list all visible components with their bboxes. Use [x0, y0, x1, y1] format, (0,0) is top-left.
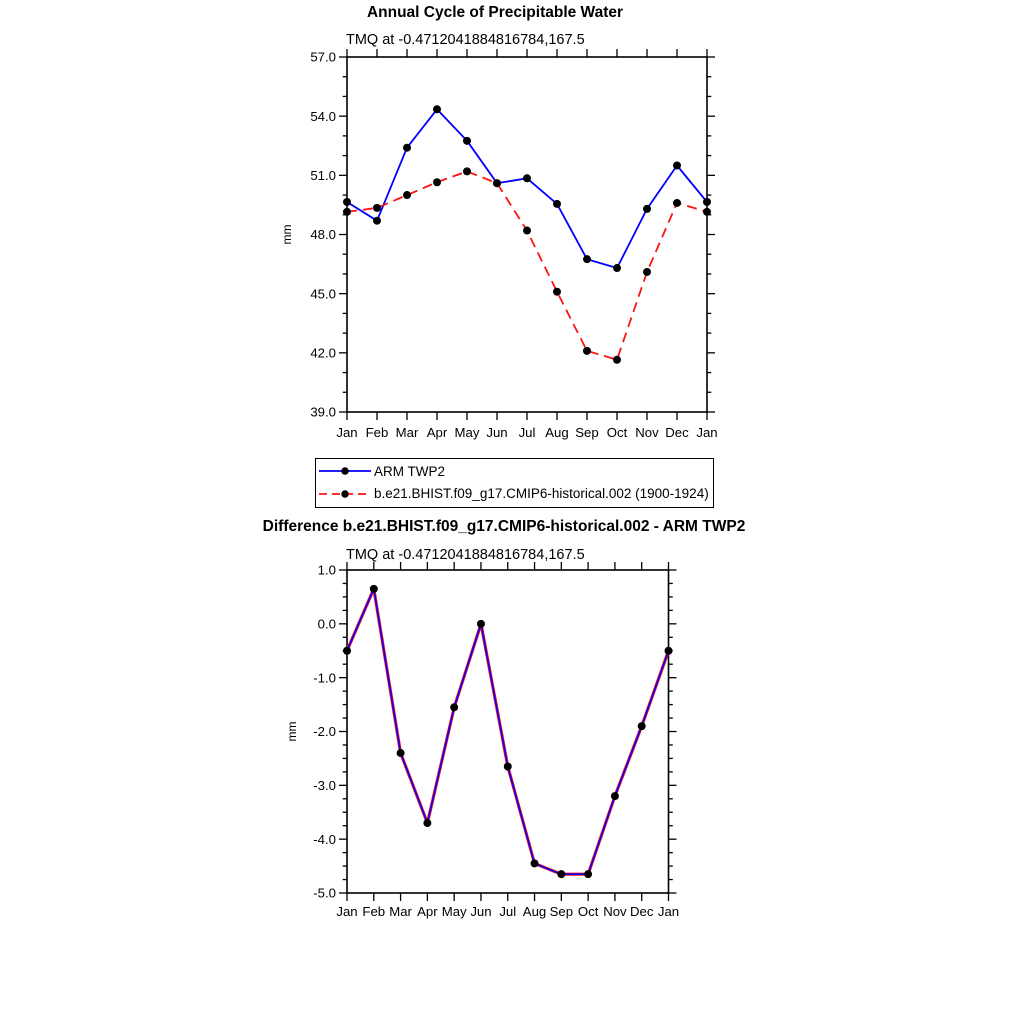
x-tick-label: Mar	[395, 425, 419, 440]
data-point-marker	[370, 585, 378, 593]
x-tick-label: Apr	[417, 904, 438, 919]
x-tick-label: Oct	[606, 425, 628, 440]
data-point-marker	[403, 144, 411, 152]
series-line	[347, 109, 707, 268]
legend-entry-model	[318, 483, 709, 506]
y-tick-label: 0.0	[317, 616, 336, 632]
x-tick-label: Oct	[577, 904, 599, 919]
data-point-marker	[433, 105, 441, 113]
data-point-marker	[584, 870, 592, 878]
y-tick-label: 1.0	[317, 562, 336, 578]
data-point-marker	[643, 205, 651, 213]
y-tick-label: 51.0	[310, 167, 336, 183]
y-axis-unit-label: mm	[280, 224, 294, 245]
legend-label-arm-twp2: ARM TWP2	[374, 463, 446, 479]
data-point-marker	[450, 703, 458, 711]
x-tick-label: Nov	[603, 904, 627, 919]
x-tick-label: Dec	[665, 425, 689, 440]
x-tick-label: Jun	[486, 425, 508, 440]
data-point-marker	[557, 870, 565, 878]
y-tick-label: -4.0	[313, 831, 336, 847]
y-tick-label: -3.0	[313, 777, 336, 793]
legend-line-sample-solid-icon	[318, 463, 372, 479]
data-point-marker	[433, 178, 441, 186]
data-point-marker	[523, 174, 531, 182]
x-tick-label: Jan	[336, 904, 358, 919]
data-point-marker	[373, 217, 381, 225]
x-tick-label: May	[454, 425, 480, 440]
y-tick-label: 42.0	[310, 345, 336, 361]
data-point-marker	[703, 198, 711, 206]
data-point-marker	[397, 749, 405, 757]
data-point-marker	[343, 208, 351, 216]
data-point-marker	[531, 859, 539, 867]
data-point-marker	[583, 255, 591, 263]
y-tick-label: 54.0	[310, 108, 336, 124]
y-tick-label: -2.0	[313, 724, 336, 740]
y-tick-label: -5.0	[313, 885, 336, 901]
y-tick-label: 39.0	[310, 404, 336, 420]
data-point-marker	[493, 179, 501, 187]
y-axis-unit-label: mm	[285, 721, 299, 742]
data-point-marker	[583, 347, 591, 355]
data-point-marker	[611, 792, 619, 800]
x-tick-label: Jul	[518, 425, 536, 440]
data-point-marker	[638, 722, 646, 730]
x-tick-label: Apr	[426, 425, 448, 440]
x-tick-label: Aug	[522, 904, 547, 919]
legend-label-model: b.e21.BHIST.f09_g17.CMIP6-historical.002 (1900-1924)	[374, 486, 709, 502]
difference-line-underlay	[347, 589, 669, 874]
data-point-marker	[463, 167, 471, 175]
data-point-marker	[613, 356, 621, 364]
legend-box	[315, 458, 714, 508]
data-point-marker	[477, 620, 485, 628]
data-point-marker	[523, 227, 531, 235]
x-tick-label: Sep	[575, 425, 599, 440]
annual-cycle-title: Annual Cycle of Precipitable Water	[366, 4, 624, 21]
data-point-marker	[373, 204, 381, 212]
x-tick-label: Jan	[657, 904, 680, 919]
x-tick-label: Jan	[336, 425, 358, 440]
data-point-marker	[403, 191, 411, 199]
x-tick-label: Feb	[362, 904, 386, 919]
data-point-marker	[343, 198, 351, 206]
difference-subtitle: TMQ at -0.4712041884816784,167.5	[346, 547, 585, 563]
x-tick-label: Jul	[499, 904, 517, 919]
x-tick-label: May	[441, 904, 467, 919]
data-point-marker	[553, 288, 561, 296]
x-tick-label: Nov	[635, 425, 659, 440]
y-tick-label: 45.0	[310, 286, 336, 302]
data-point-marker	[665, 647, 673, 655]
x-tick-label: Aug	[545, 425, 569, 440]
y-tick-label: -1.0	[313, 670, 336, 686]
data-point-marker	[643, 268, 651, 276]
annual-cycle-subtitle: TMQ at -0.4712041884816784,167.5	[346, 32, 585, 48]
x-tick-label: Feb	[365, 425, 389, 440]
data-point-marker	[703, 208, 711, 216]
data-point-marker	[673, 199, 681, 207]
data-point-marker	[504, 762, 512, 770]
data-point-marker	[613, 264, 621, 272]
legend-line-sample-dashed-icon	[318, 486, 372, 502]
x-tick-label: Jan	[696, 425, 718, 440]
difference-title: Difference b.e21.BHIST.f09_g17.CMIP6-historical.002 - ARM TWP2	[262, 518, 746, 535]
data-point-marker	[553, 200, 561, 208]
x-tick-label: Sep	[549, 904, 574, 919]
y-tick-label: 48.0	[310, 227, 336, 243]
data-point-marker	[423, 819, 431, 827]
x-tick-label: Jun	[470, 904, 492, 919]
y-tick-label: 57.0	[310, 49, 336, 65]
series-line	[347, 589, 669, 874]
data-point-marker	[343, 647, 351, 655]
x-tick-label: Mar	[389, 904, 412, 919]
x-tick-label: Dec	[629, 904, 654, 919]
data-point-marker	[673, 161, 681, 169]
data-point-marker	[463, 137, 471, 145]
legend-entry-arm-twp2	[318, 460, 709, 483]
